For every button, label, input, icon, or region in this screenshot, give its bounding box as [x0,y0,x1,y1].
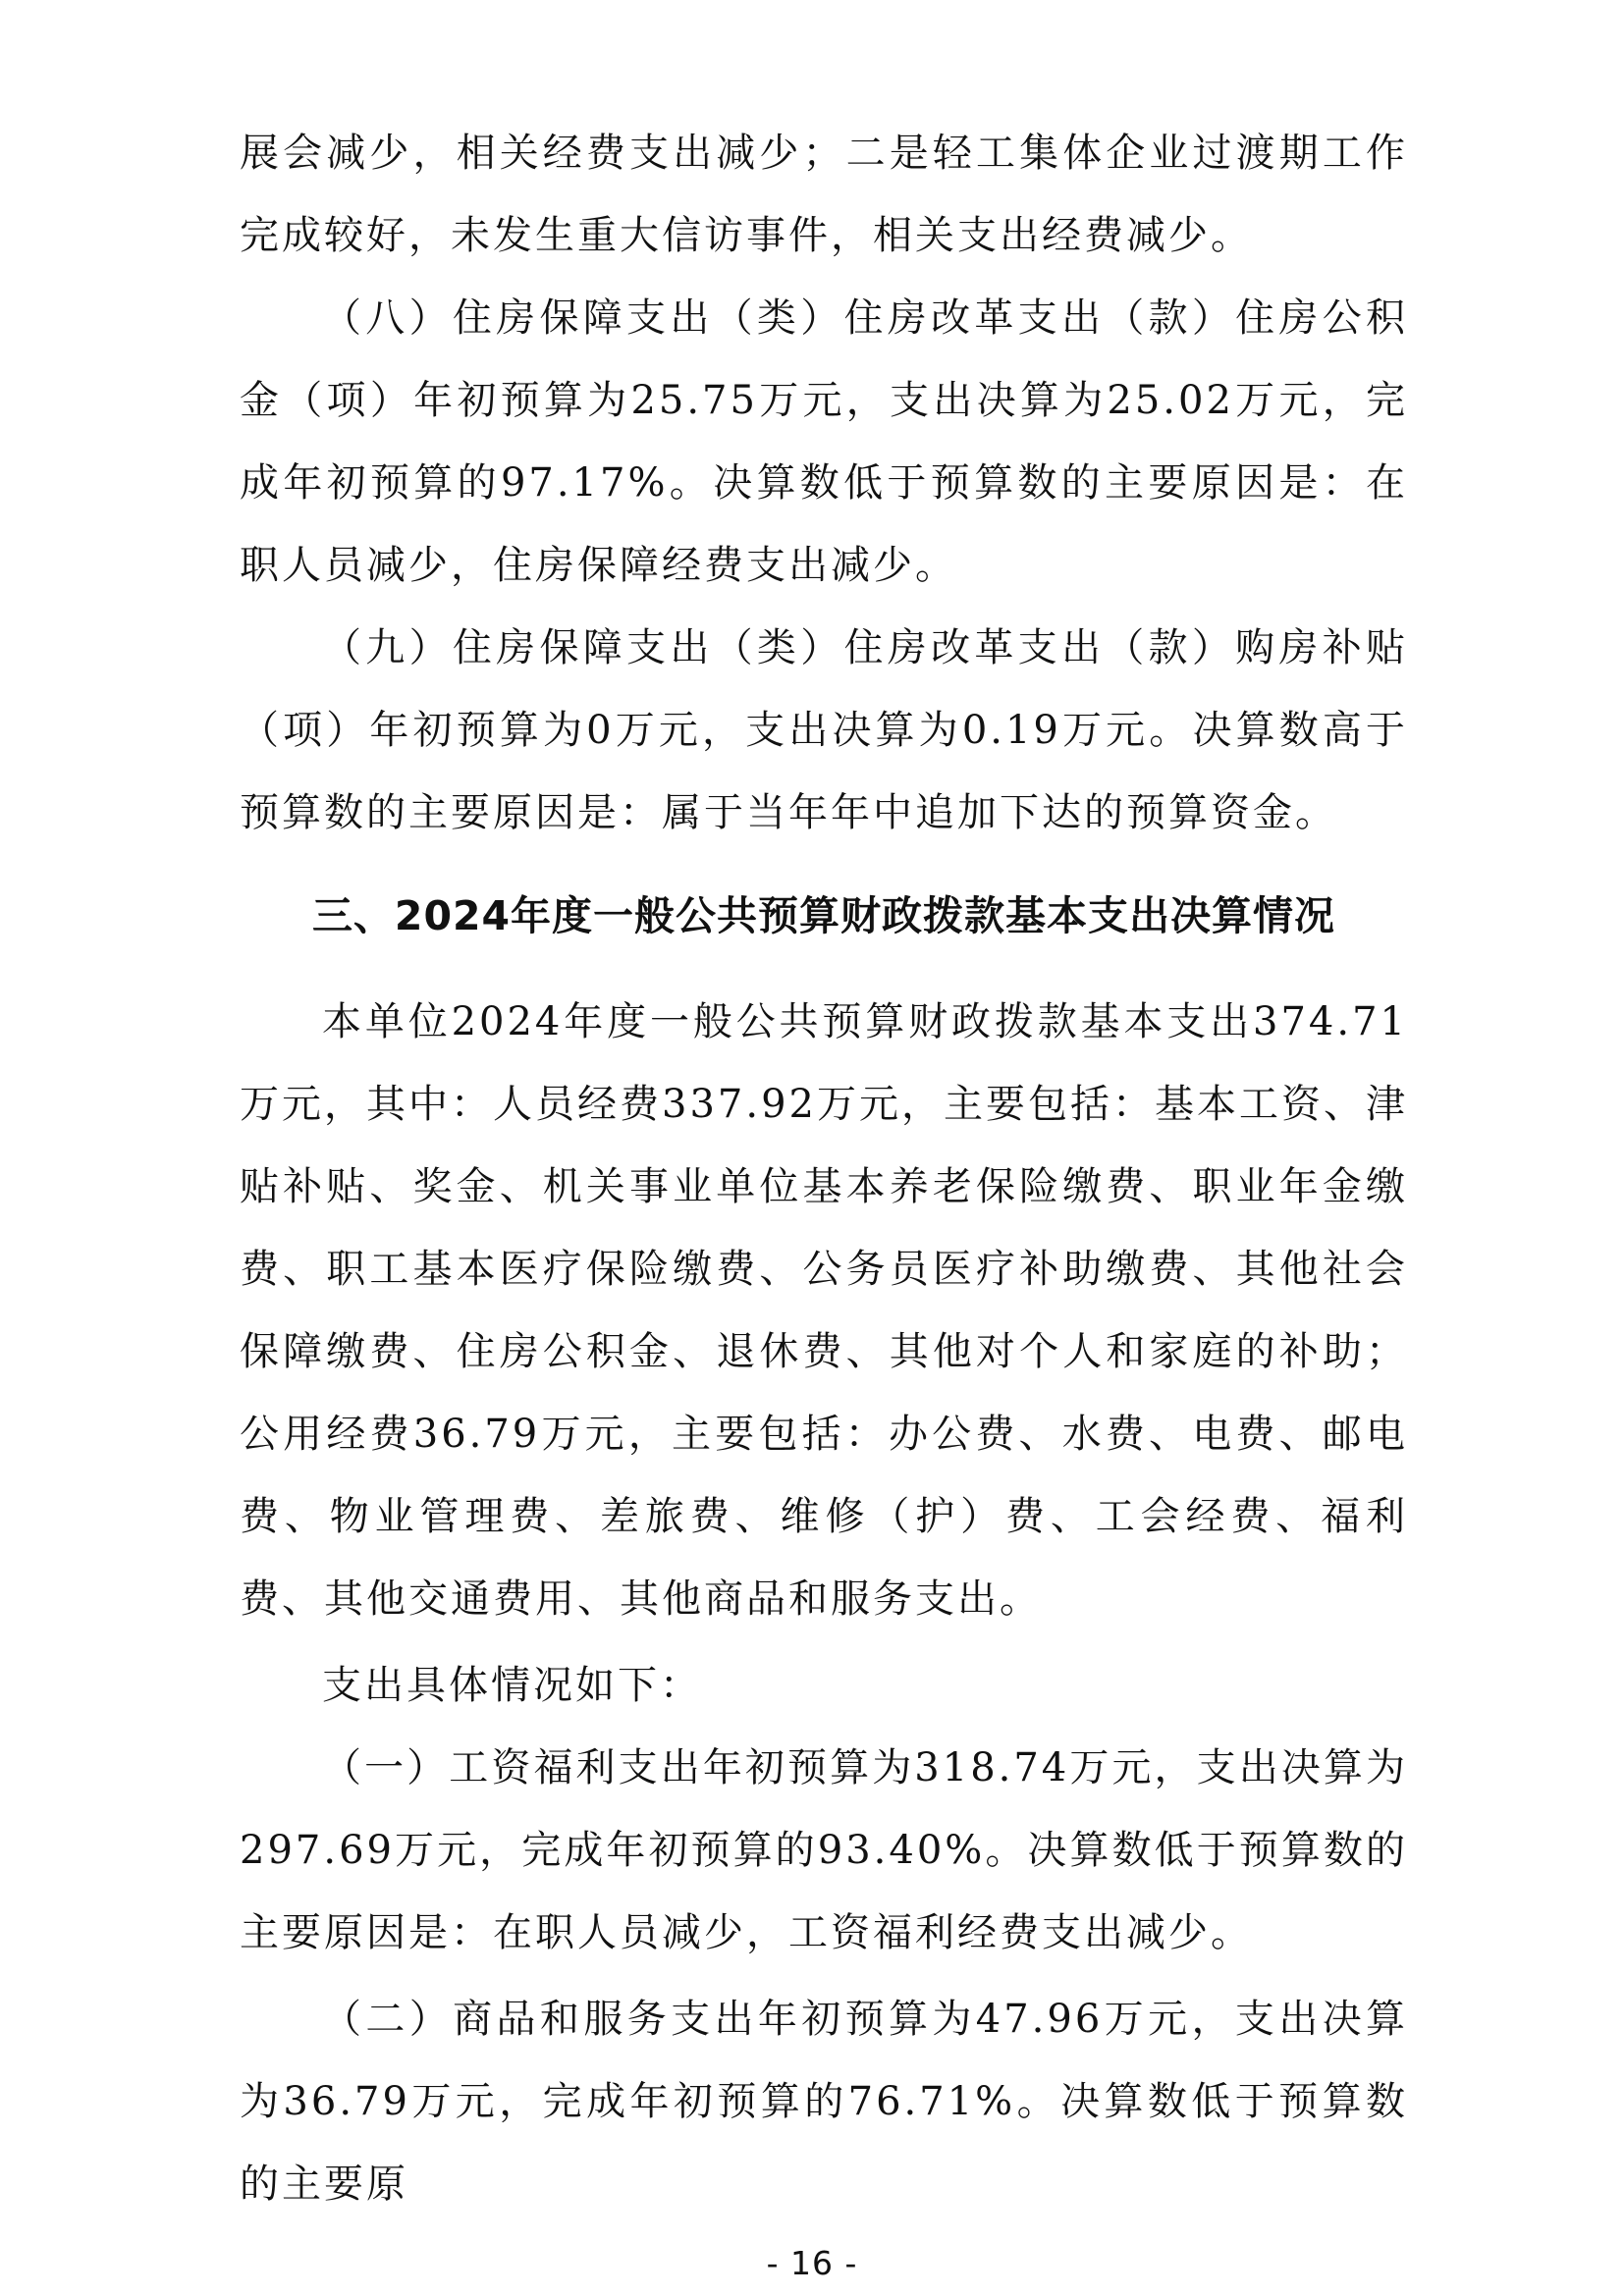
paragraph-expenditure-details-intro: 支出具体情况如下： [322,1663,702,1708]
paragraph-item-1-wages-welfare: （一）工资福利支出年初预算为318.74万元，支出决算为297.69万元，完成年初预算的93.40%。决算数低于预算数的主要原因是：在职人员减少，工资福利经费支出减少。 [240,1745,1408,1955]
page-number: - 16 - [766,2244,858,2282]
section-heading: 三、2024年度一般公共预算财政拨款基本支出决算情况 [311,892,1336,939]
body-text [240,112,1408,2225]
paragraph-item-9-housing-subsidy: （九）住房保障支出（类）住房改革支出（款）购房补贴（项）年初预算为0万元，支出决算为0.19万元。决算数高于预算数的主要原因是：属于当年年中追加下达的预算资金。 [240,625,1408,835]
paragraph-basic-expenditure-summary: 本单位2024年度一般公共预算财政拨款基本支出374.71万元，其中：人员经费337.92万元，主要包括：基本工资、津贴补贴、奖金、机关事业单位基本养老保险缴费、职业年金缴费、职工基本医疗保险缴费、公务员医疗补助缴费、其他社会保障缴费、住房公积金、退休费、其他对个人和家庭的补助；公用经费36.79万元，主要包括：办公费、水费、电费、邮电费、物业管理费、差旅费、维修（护）费、工会经费、福利费、其他交通费用、其他商品和服务支出。 [240,999,1408,1622]
paragraph-item-8-housing-fund: （八）住房保障支出（类）住房改革支出（款）住房公积金（项）年初预算为25.75万元，支出决算为25.02万元，完成年初预算的97.17%。决算数低于预算数的主要原因是：在职人员减少，住房保障经费支出减少。 [240,295,1408,588]
paragraph-item-2-goods-services: （二）商品和服务支出年初预算为47.96万元，支出决算为36.79万元，完成年初预算的76.71%。决算数低于预算数的主要原 [240,1997,1408,2207]
paragraph-continuation: 展会减少，相关经费支出减少；二是轻工集体企业过渡期工作完成较好，未发生重大信访事件，相关支出经费减少。 [240,131,1408,258]
